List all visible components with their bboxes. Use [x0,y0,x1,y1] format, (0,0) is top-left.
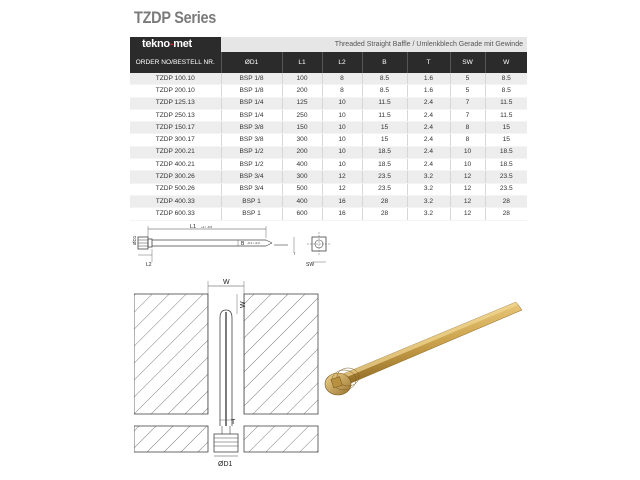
col-header-sw: SW [450,52,485,73]
table-row [130,183,527,195]
table-cell: TZDP 200.21 [130,146,221,158]
b-tolerance: -0.1 / -0.2 [247,241,260,245]
table-row [130,109,527,121]
table-cell: 28 [485,195,527,207]
table-cell: 8 [450,122,485,134]
table-cell: 12 [322,171,362,183]
table-cell: 600 [282,208,322,220]
table-cell: 1.6 [407,73,450,85]
table-cell: 18.5 [362,146,407,158]
table-cell: 7 [450,97,485,109]
table-cell: TZDP 300.26 [130,171,221,183]
table-cell: 28 [485,208,527,220]
page-title: TZDP Series [134,8,217,27]
table-cell: 125 [282,97,322,109]
table-cell: 300 [282,171,322,183]
col-header-d1: ØD1 [221,52,282,73]
table-cell: 8.5 [485,85,527,97]
table-cell: TZDP 150.17 [130,122,221,134]
table-cell: 11.5 [362,109,407,121]
table-cell: 18.5 [485,159,527,171]
table-cell: 23.5 [362,171,407,183]
table-cell: TZDP 300.17 [130,134,221,146]
table-cell: 23.5 [485,183,527,195]
table-cell: 5 [450,73,485,85]
table-cell: 8 [322,73,362,85]
table-cell: 400 [282,159,322,171]
table-cell: 18.5 [362,159,407,171]
col-header-l1: L1 [282,52,322,73]
table-cell: 28 [362,195,407,207]
table-row [130,208,527,220]
table-cell: 10 [450,159,485,171]
table-cell: 10 [322,109,362,121]
col-header-order-no: ORDER NO/BESTELL NR. [130,52,221,73]
table-row [130,195,527,207]
table-cell: BSP 3/8 [221,134,282,146]
table-row [130,134,527,146]
d1-label: ØD1 [132,235,137,245]
table-cell: TZDP 400.33 [130,195,221,207]
table-cell: BSP 1/8 [221,85,282,97]
brand-bar [130,37,527,53]
table-cell: 15 [485,122,527,134]
table-cell: 11.5 [485,97,527,109]
table-cell: BSP 3/4 [221,171,282,183]
table-row [130,171,527,183]
table-cell: TZDP 125.13 [130,97,221,109]
table-cell: 15 [485,134,527,146]
table-cell: 28 [362,208,407,220]
table-cell: BSP 1/4 [221,97,282,109]
table-row [130,97,527,109]
table-cell: 2.4 [407,97,450,109]
table-cell: 500 [282,183,322,195]
table-cell: 10 [450,146,485,158]
table-cell: TZDP 250.13 [130,109,221,121]
table-row [130,146,527,158]
table-cell: TZDP 200.10 [130,85,221,97]
table-cell: 15 [362,122,407,134]
col-header-w: W [485,52,527,73]
table-cell: 2.4 [407,134,450,146]
d1-bottom-label: ØD1 [218,461,233,468]
table-cell: 10 [322,159,362,171]
table-cell: 200 [282,146,322,158]
table-cell: 10 [322,122,362,134]
table-cell: 1.6 [407,85,450,97]
table-cell: 23.5 [485,171,527,183]
table-row [130,73,527,85]
t-bottom-label: T [231,419,236,426]
table-row [130,85,527,97]
col-header-l2: L2 [322,52,362,73]
table-cell: BSP 1/2 [221,159,282,171]
table-cell: 2.4 [407,146,450,158]
table-cell: TZDP 100.10 [130,73,221,85]
w-top-label: W [223,279,230,286]
table-cell: 8 [450,134,485,146]
t-label: T [293,251,296,256]
table-cell: 2.4 [407,109,450,121]
table-cell: 10 [322,97,362,109]
table-cell: 15 [362,134,407,146]
table-cell: 3.2 [407,171,450,183]
table-cell: 7 [450,109,485,121]
table-cell: 300 [282,134,322,146]
table-cell: TZDP 600.33 [130,208,221,220]
sw-label: SW [306,262,315,268]
table-cell: 18.5 [485,146,527,158]
table-cell: BSP 3/4 [221,183,282,195]
table-cell: 16 [322,195,362,207]
table-cell: BSP 1 [221,195,282,207]
tekno-met-logo: tekno-met [130,37,221,52]
table-cell: 8.5 [362,73,407,85]
cross-section-drawing [134,278,319,468]
table-cell: 16 [322,208,362,220]
side-view-drawing [126,222,346,272]
table-cell: TZDP 400.21 [130,159,221,171]
spec-table [130,52,527,221]
table-cell: 11.5 [485,109,527,121]
table-cell: BSP 3/8 [221,122,282,134]
col-header-t: T [407,52,450,73]
table-cell: 10 [322,134,362,146]
table-cell: 12 [450,208,485,220]
table-cell: 8 [322,85,362,97]
product-description: Threaded Straight Baffle / Umlenkblech Gerade mit Gewinde [334,41,523,48]
table-cell: BSP 1/4 [221,109,282,121]
table-cell: 23.5 [362,183,407,195]
b-label: B [241,241,245,247]
table-cell: 12 [450,195,485,207]
table-cell: 12 [322,183,362,195]
table-cell: 3.2 [407,208,450,220]
table-cell: 3.2 [407,183,450,195]
table-cell: 8.5 [485,73,527,85]
table-row [130,122,527,134]
l1-label: L1 [190,224,197,230]
col-header-b: B [362,52,407,73]
table-cell: 400 [282,195,322,207]
table-cell: 2.4 [407,159,450,171]
table-cell: 100 [282,73,322,85]
l1-tolerance: +1 / -0.5 [201,225,213,229]
table-cell: 10 [322,146,362,158]
table-header-row [130,52,527,73]
table-cell: BSP 1/8 [221,73,282,85]
table-cell: BSP 1 [221,208,282,220]
table-cell: 250 [282,109,322,121]
table-cell: 200 [282,85,322,97]
table-cell: 11.5 [362,97,407,109]
table-cell: 150 [282,122,322,134]
table-cell: 12 [450,183,485,195]
w-side-label: W [240,301,247,308]
table-cell: 12 [450,171,485,183]
table-cell: 5 [450,85,485,97]
table-cell: 8.5 [362,85,407,97]
table-cell: TZDP 500.26 [130,183,221,195]
table-cell: BSP 1/2 [221,146,282,158]
table-cell: 2.4 [407,122,450,134]
l2-label: L2 [146,262,152,268]
table-cell: 3.2 [407,195,450,207]
brass-baffle-product-photo [318,296,530,406]
table-row [130,159,527,171]
